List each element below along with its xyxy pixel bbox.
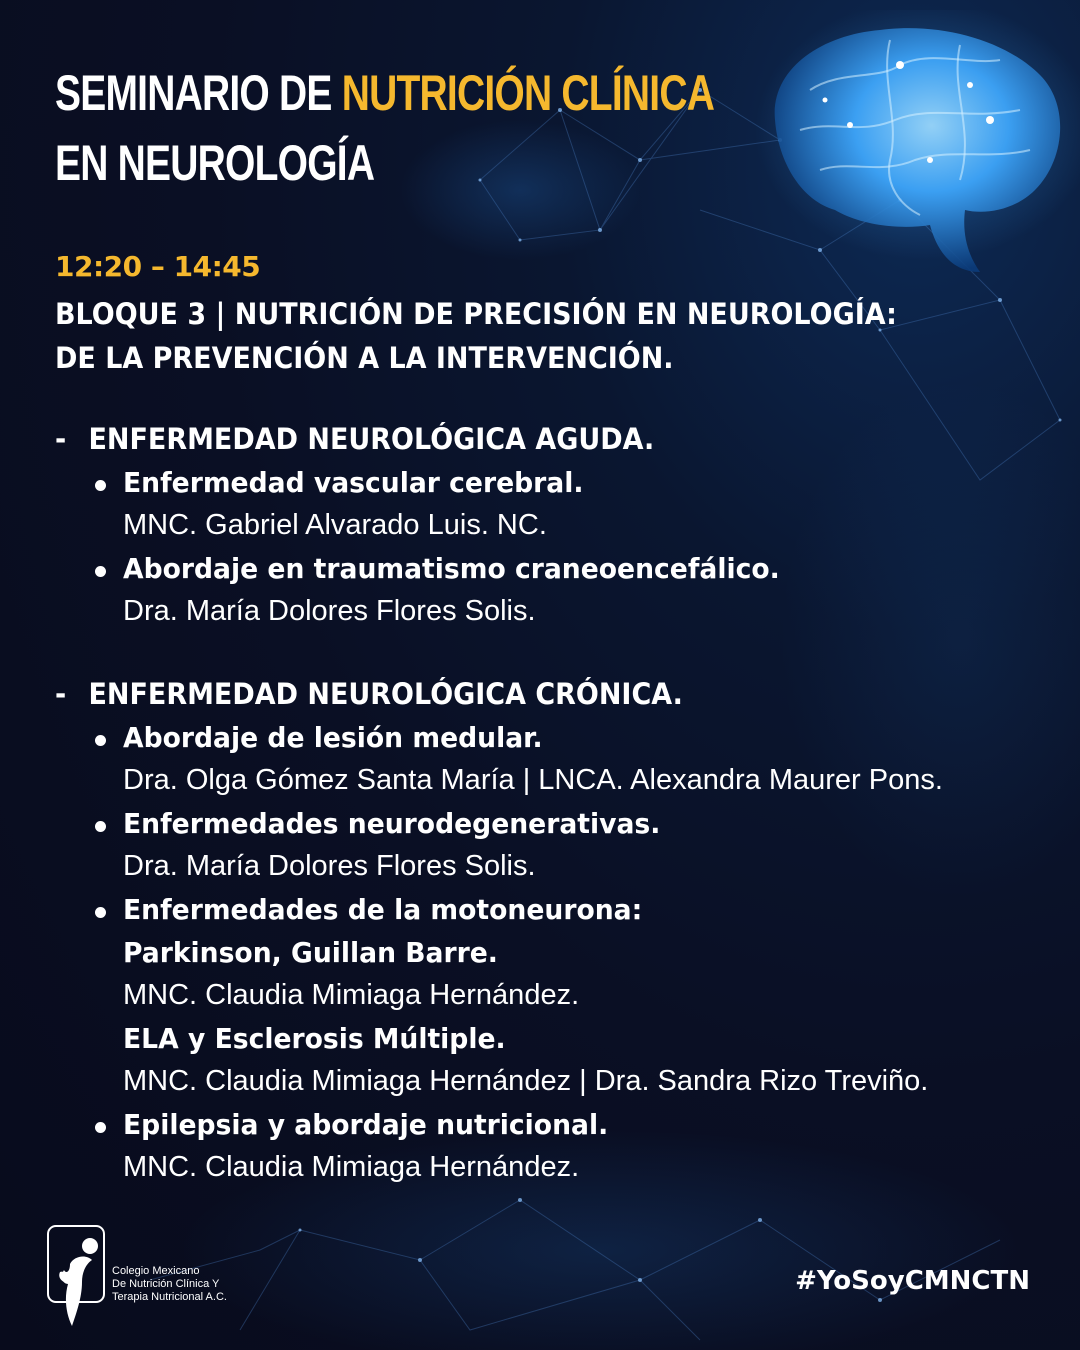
logo-text-line: Colegio Mexicano: [112, 1265, 200, 1277]
agenda-section: [55, 418, 1055, 633]
speaker-name: MNC. Gabriel Alvarado Luis. NC.: [123, 509, 547, 541]
list-item: [55, 461, 1055, 547]
agenda-section: [55, 673, 1055, 1189]
speaker-name: MNC. Claudia Mimiaga Hernández.: [123, 1151, 580, 1183]
speaker-name: Dra. María Dolores Flores Solis.: [123, 850, 536, 882]
topic-title: Epilepsia y abordaje nutricional.: [123, 1108, 609, 1141]
bullet-icon: [95, 907, 106, 918]
session-time: 12:20 – 14:45: [55, 250, 261, 283]
list-item: [55, 547, 1055, 633]
hashtag: #YoSoyCMNCTN: [795, 1266, 1030, 1296]
topic-list: [55, 716, 1055, 1189]
topic-title: Abordaje de lesión medular.: [123, 721, 543, 754]
logo-text-line: De Nutrición Clínica Y: [112, 1278, 220, 1290]
block-heading-line-2: DE LA PREVENCIÓN A LA INTERVENCIÓN.: [55, 341, 674, 375]
agenda-content: [55, 418, 1055, 1189]
bullet-icon: [95, 735, 106, 746]
brain-icon: [740, 10, 1080, 280]
list-item: [55, 1103, 1055, 1189]
title-prefix: SEMINARIO DE: [55, 65, 342, 121]
logo-text: [112, 1265, 227, 1304]
speaker-name: Dra. María Dolores Flores Solis.: [123, 595, 536, 627]
section-heading: [55, 418, 985, 461]
dash-marker: -: [55, 422, 67, 456]
title-accent: NUTRICIÓN CLÍNICA: [341, 65, 715, 121]
section-heading-text: ENFERMEDAD NEUROLÓGICA CRÓNICA.: [88, 677, 683, 711]
bullet-icon: [95, 566, 106, 577]
page-title: [55, 58, 714, 198]
topic-title: Enfermedad vascular cerebral.: [123, 466, 584, 499]
topic-title: Abordaje en traumatismo craneoencefálico.: [123, 552, 780, 585]
subtopic-title: ELA y Esclerosis Múltiple.: [123, 1022, 506, 1055]
title-line-2: EN NEUROLOGÍA: [55, 135, 375, 191]
block-heading: [55, 292, 897, 380]
list-item: [55, 888, 1055, 1103]
list-item: [55, 716, 1055, 802]
bullet-icon: [95, 1122, 106, 1133]
speaker-name: MNC. Claudia Mimiaga Hernández.: [123, 979, 580, 1011]
section-heading-text: ENFERMEDAD NEUROLÓGICA AGUDA.: [88, 422, 655, 456]
title-line-1: [55, 58, 714, 128]
list-item: [55, 802, 1055, 888]
section-heading: [55, 673, 985, 716]
bullet-icon: [95, 821, 106, 832]
logo-text-line: Terapia Nutricional A.C.: [112, 1291, 227, 1303]
speaker-name: MNC. Claudia Mimiaga Hernández | Dra. Sandra Rizo Treviño.: [123, 1065, 929, 1097]
topic-title: Enfermedades neurodegenerativas.: [123, 807, 661, 840]
cmnctn-logo-icon: [46, 1224, 106, 1328]
subtopic-title: Parkinson, Guillan Barre.: [123, 936, 498, 969]
dash-marker: -: [55, 677, 67, 711]
block-heading-line-1: BLOQUE 3 | NUTRICIÓN DE PRECISIÓN EN NEUROLOGÍA:: [55, 297, 897, 331]
topic-title: Enfermedades de la motoneurona:: [123, 893, 643, 926]
topic-list: [55, 461, 1055, 633]
speaker-name: Dra. Olga Gómez Santa María | LNCA. Alexandra Maurer Pons.: [123, 764, 943, 796]
bullet-icon: [95, 480, 106, 491]
